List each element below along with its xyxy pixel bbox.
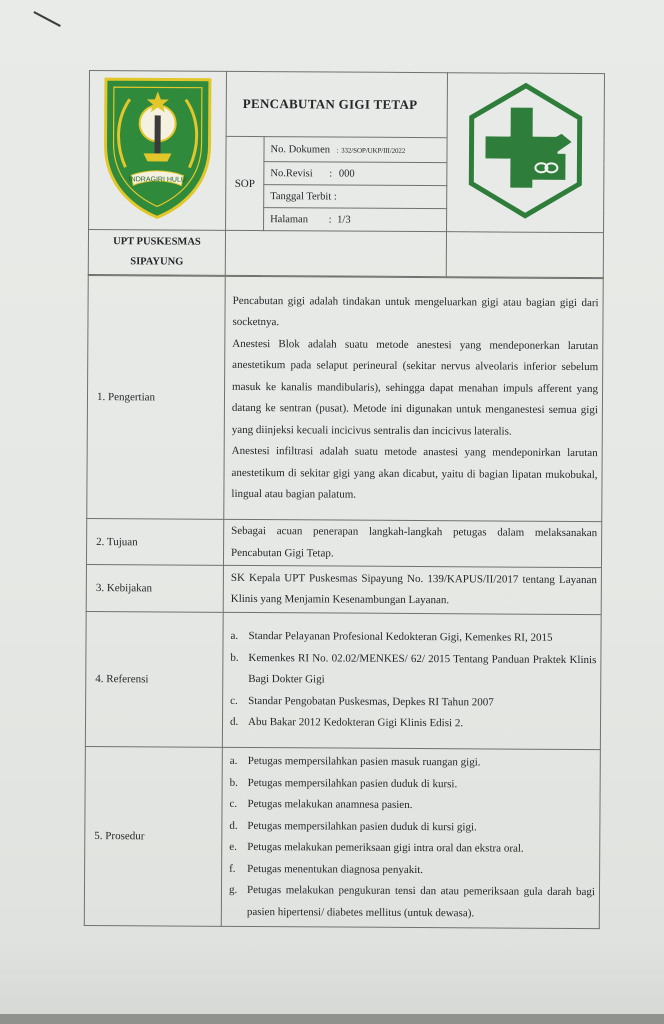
section-row-pengertian [87, 275, 603, 521]
list-marker: c. [229, 797, 238, 810]
paragraph: Anestesi Blok adalah suatu metode anestesi yang mendeponerkan larutan anestetikum pada selaput perineural (sekitar nervus alveolaris inferior sebelum masuk ke kanalis mandibularis), sehingga dapat menahan impuls afferent yang datang ke sentran (pusat). Metode ini digunakan untuk menganestesi semua gigi yang diinjeksi kecuali incicivus sentralis dan incicivus lateralis. [231, 337, 599, 438]
regency-logo-cell [89, 71, 227, 231]
sop-label: SOP [226, 136, 265, 230]
list-item [229, 815, 595, 839]
section-content [224, 276, 603, 521]
list-marker: d. [229, 819, 238, 832]
meta-value: 000 [338, 168, 355, 180]
section-label: 1. Pengertian [87, 275, 225, 519]
list-item [230, 626, 596, 650]
list-text: Petugas melakukan pemeriksaan gigi intra oral dan ekstra oral. [247, 840, 524, 855]
paper-shadow [0, 940, 664, 1014]
list-item [230, 751, 596, 775]
meta-separator: : [328, 213, 332, 225]
list-marker: b. [229, 776, 238, 789]
section-content [221, 747, 600, 928]
list-item [230, 691, 596, 715]
list-text: Kemenkes RI No. 02.02/MENKES/ 62/ 2015 Tentang Panduan Praktek Klinis Bagi Dokter Gigi [248, 651, 597, 686]
list-item [229, 880, 595, 925]
list-text: Petugas mempersilahkan pasien duduk di kursi gigi. [247, 819, 477, 833]
section-label: 5. Prosedur [84, 746, 222, 926]
meta-label: Tanggal Terbit : [270, 190, 337, 203]
section-row-prosedur [84, 746, 600, 928]
unit-blank-cell [446, 232, 603, 278]
list-marker: f. [229, 862, 236, 875]
unit-blank-cell [225, 230, 446, 276]
list-marker: g. [228, 883, 238, 896]
reference-list [230, 626, 597, 736]
list-item [229, 837, 595, 861]
meta-separator: : [329, 167, 333, 179]
sop-header-table [88, 70, 605, 278]
procedure-list [229, 751, 596, 925]
list-text: Standar Pengobatan Puskesmas, Depkes RI Tahun 2007 [248, 694, 494, 709]
section-content: Sebagai acuan penerapan langkah-langkah petugas dalam melaksanakan Pencabutan Gigi Tetap. [223, 519, 601, 567]
meta-row-document-number [264, 137, 447, 163]
meta-row-revision [264, 162, 447, 186]
puskesmas-logo-cell [447, 73, 605, 233]
section-content [222, 612, 601, 749]
meta-row-publish-date [264, 185, 447, 209]
sop-body-table [84, 275, 604, 929]
document-title: PENCABUTAN GIGI TETAP [226, 71, 447, 137]
list-item [229, 858, 595, 882]
list-text: Petugas melakukan anamnesa pasien. [247, 797, 413, 811]
meta-value: 1/3 [337, 214, 351, 226]
list-marker: b. [230, 651, 239, 664]
section-label: 4. Referensi [85, 611, 223, 747]
list-marker: a. [230, 630, 239, 643]
list-text: Petugas menentukan diagnosa penyakit. [247, 862, 424, 876]
section-content: SK Kepala UPT Puskesmas Sipayung No. 139/KAPUS/II/2017 tentang Layanan Klinis yang Menjamin Kesenambungan Layanan. [223, 565, 601, 614]
puskesmas-cross-logo [465, 81, 586, 220]
sop-document [84, 70, 604, 929]
section-label: 2. Tujuan [86, 518, 223, 565]
regency-shield-logo [101, 75, 214, 222]
meta-row-page [264, 208, 447, 232]
list-item [230, 772, 596, 796]
section-row-kebijakan [86, 564, 601, 614]
section-label: 3. Kebijakan [86, 564, 223, 612]
meta-label: No.Revisi [270, 167, 313, 179]
unit-name-cell [88, 230, 225, 276]
list-text: Petugas mempersilahkan pasien duduk di kursi. [247, 776, 458, 790]
paragraph: Anestesi infiltrasi adalah suatu metode anastesi yang mendeponirkan larutan anestetikum di sekitar gigi yang akan dicabut, yaitu di bagian lipatan mukobukal, lingual atau bagian palatum. [231, 444, 598, 501]
meta-label: Halaman [270, 213, 309, 225]
list-text: Petugas melakukan pengukuran tensi dan atau pemeriksaan gula darah bagi pasien hipertensi/ diabetes mellitus (untuk dewasa). [246, 883, 596, 919]
desk-surface [0, 1014, 664, 1024]
meta-value: 332/SOP/UKP/III/2022 [341, 146, 406, 155]
list-text: Standar Pelayanan Profesional Kedokteran Gigi, Kemenkes RI, 2015 [248, 630, 553, 645]
meta-separator: : [336, 146, 339, 155]
list-text: Abu Bakar 2012 Kedokteran Gigi Klinis Edisi 2. [247, 716, 464, 730]
list-text: Petugas mempersilahkan pasien masuk ruangan gigi. [247, 754, 481, 769]
section-row-tujuan [86, 518, 601, 567]
list-item [230, 712, 596, 736]
list-item [230, 648, 596, 693]
list-marker: a. [229, 754, 238, 767]
unit-name-line: SIPAYUNG [130, 256, 184, 268]
list-marker: e. [229, 840, 237, 853]
logo-caption: INDRAGIRI HULU [128, 175, 186, 184]
list-item [229, 794, 595, 818]
meta-label: No. Dokumen [270, 143, 331, 155]
paragraph: Pencabutan gigi adalah tindakan untuk mengeluarkan gigi atau bagian gigi dari socketnya. [232, 294, 599, 329]
section-row-referensi [85, 611, 601, 749]
unit-name-line: UPT PUSKESMAS [113, 236, 201, 248]
list-marker: d. [229, 716, 239, 729]
list-marker: c. [230, 694, 238, 707]
